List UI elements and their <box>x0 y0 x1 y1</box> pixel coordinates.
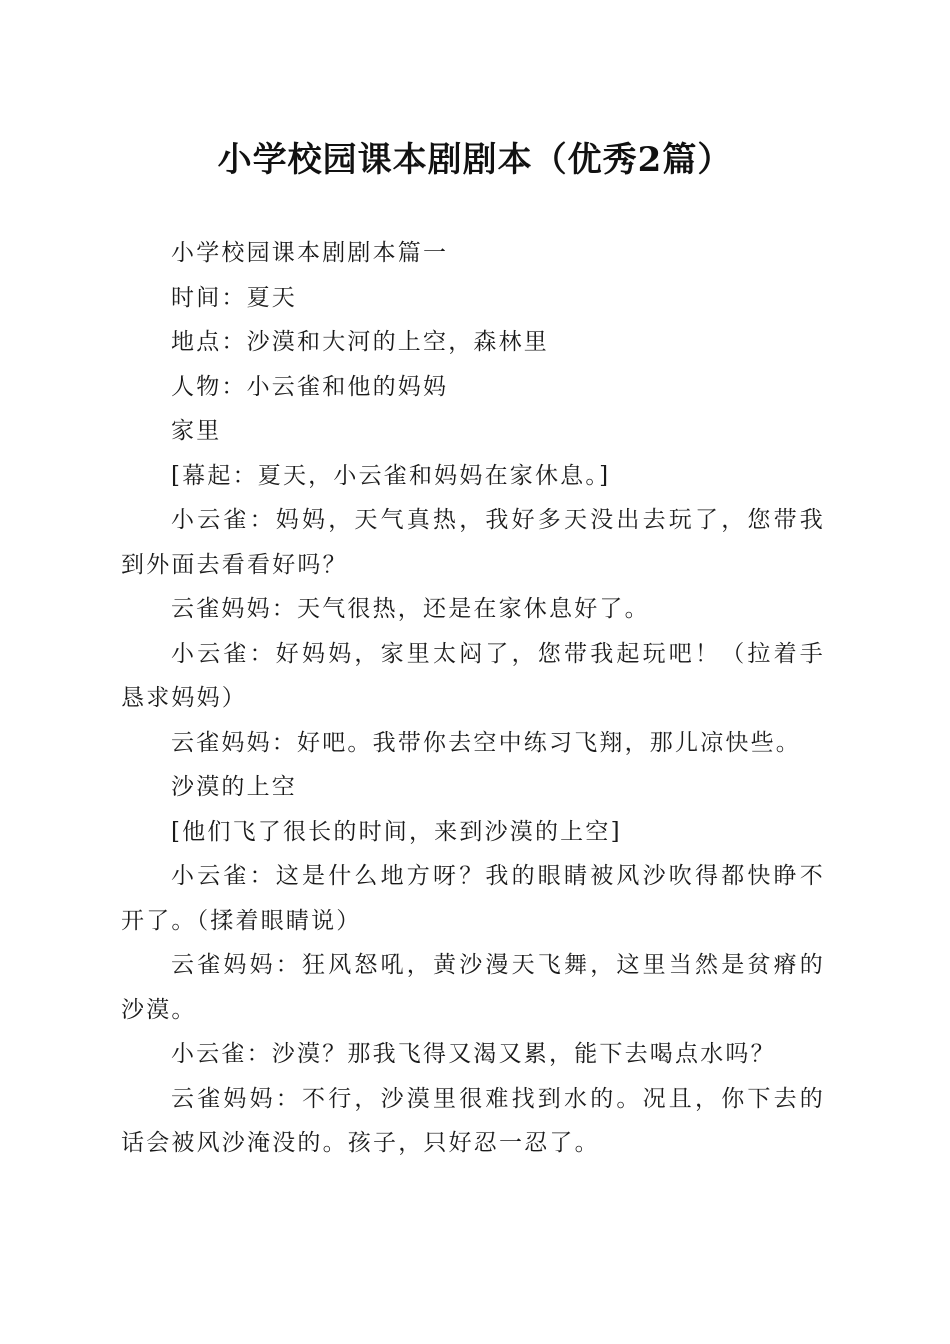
document-title: 小学校园课本剧剧本（优秀2篇） <box>217 140 733 180</box>
paragraph: [幕起：夏天，小云雀和妈妈在家休息。] <box>171 462 611 489</box>
paragraph: 地点：沙漠和大河的上空，森林里 <box>171 329 549 355</box>
paragraph: 云雀妈妈：不行，沙漠里很难找到水的。况且，你下去的话会被风沙淹没的。孩子，只好忍一忍了。 <box>121 1085 825 1156</box>
paragraph: 小学校园课本剧剧本篇一 <box>171 240 449 266</box>
paragraph: 家里 <box>171 418 222 444</box>
document-body <box>121 231 825 1166</box>
paragraph: 时间：夏天 <box>171 284 297 311</box>
paragraph: 云雀妈妈：天气很热，还是在家休息好了。 <box>171 596 650 622</box>
paragraph: 沙漠的上空 <box>171 774 297 800</box>
paragraph: 小云雀：这是什么地方呀？我的眼睛被风沙吹得都快睁不开了。（揉着眼睛说） <box>121 863 825 934</box>
paragraph: 云雀妈妈：好吧。我带你去空中练习飞翔，那儿凉快些。 <box>171 729 801 756</box>
paragraph: 小云雀：沙漠？那我飞得又渴又累，能下去喝点水吗？ <box>171 1041 776 1067</box>
paragraph: 小云雀：妈妈，天气真热，我好多天没出去玩了，您带我到外面去看看好吗？ <box>121 507 825 578</box>
paragraph: [他们飞了很长的时间，来到沙漠的上空] <box>171 818 622 845</box>
paragraph: 小云雀：好妈妈，家里太闷了，您带我起玩吧！（拉着手恳求妈妈） <box>121 640 825 711</box>
paragraph: 云雀妈妈：狂风怒吼，黄沙漫天飞舞，这里当然是贫瘠的沙漠。 <box>121 952 825 1023</box>
paragraph: 人物：小云雀和他的妈妈 <box>171 373 449 400</box>
